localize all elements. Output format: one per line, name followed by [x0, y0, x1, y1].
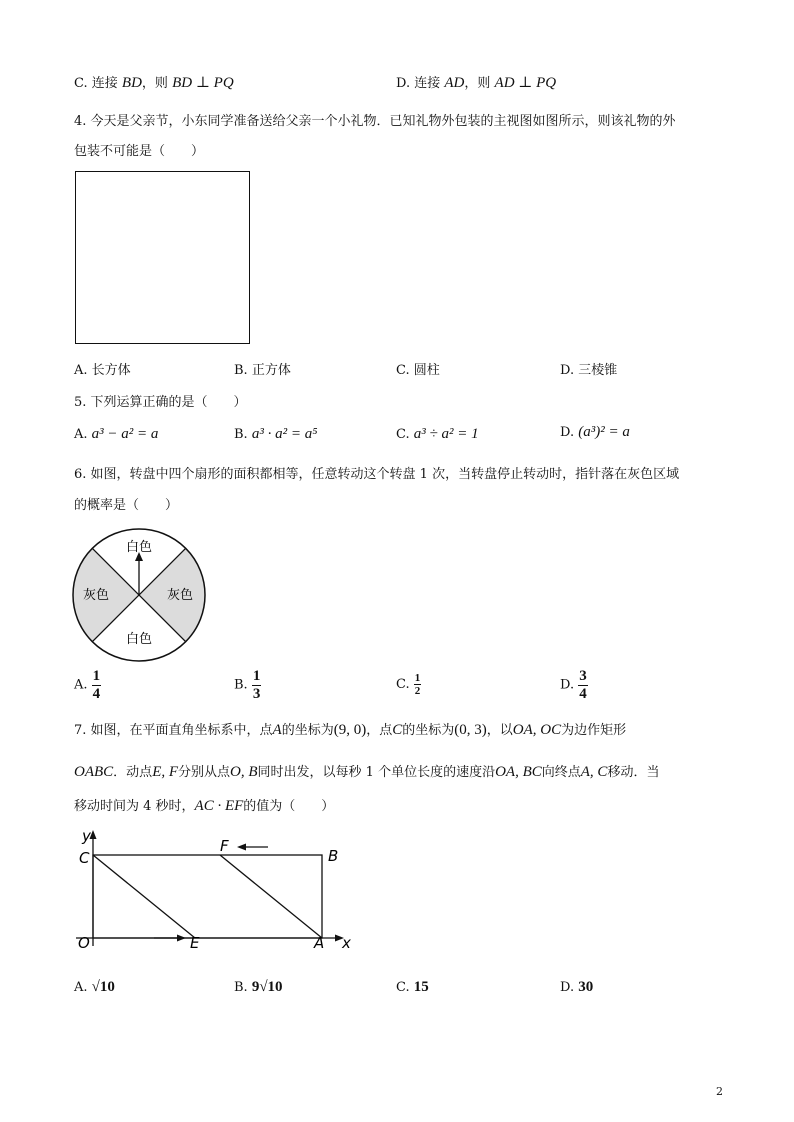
math-expression: AC · EF	[194, 798, 244, 814]
math-relation: AD ⊥ PQ	[494, 75, 557, 91]
math-segment: AD	[444, 75, 465, 91]
option-letter: B.	[234, 363, 248, 378]
option-letter: D.	[396, 76, 411, 91]
option-letter: D.	[560, 363, 575, 378]
arrow-e-head	[177, 935, 186, 942]
q7-option-d	[560, 979, 593, 996]
point-labels: O, B	[230, 764, 258, 780]
q7-option-c	[396, 979, 429, 996]
math-segments: OA, BC	[495, 764, 542, 780]
q6-stem-line1: 6. 如图，转盘中四个扇形的面积都相等，任意转动这个转盘 1 次，当转盘停止转动时，指针落在灰色区域	[74, 467, 680, 482]
q7-stem-line3	[74, 795, 334, 815]
q7-option-b	[234, 979, 283, 996]
stem-text: 的坐标为	[402, 723, 455, 738]
spinner-figure	[70, 526, 212, 666]
coordinate: (0, 3)	[454, 722, 487, 738]
numerator: 1	[414, 672, 421, 684]
label-a: A	[314, 934, 325, 952]
numerator: 1	[92, 668, 101, 684]
math-segment: BD	[121, 75, 142, 91]
numerator: 3	[579, 668, 587, 684]
stem-text: 移动时间为 4 秒时，	[74, 799, 195, 814]
q3-option-c	[74, 72, 234, 92]
q4-option-b	[234, 359, 291, 378]
stem-text: 的值为（ ）	[243, 799, 335, 814]
q5-option-b	[234, 426, 317, 443]
q5-option-d	[560, 424, 630, 441]
option-letter: C.	[396, 363, 410, 378]
option-letter: C.	[396, 980, 410, 995]
page-number: 2	[716, 1085, 723, 1098]
math-expression: a³ · a² = a⁵	[251, 426, 318, 442]
sector-label-right: 灰色	[166, 588, 194, 603]
stem-text: 分别从点	[178, 765, 231, 780]
q6-stem-line2: 的概率是（ ）	[74, 498, 179, 513]
option-letter: C.	[396, 677, 410, 693]
math-expression: (a³)² = a	[578, 424, 630, 440]
option-letter: D.	[560, 980, 575, 995]
point-label: C	[392, 722, 403, 738]
fraction	[92, 668, 102, 702]
q4-option-d	[560, 359, 617, 378]
label-y: y	[82, 828, 91, 845]
stem-text: ，以	[486, 723, 513, 738]
option-letter: A.	[74, 363, 88, 378]
coordinate-figure	[72, 828, 362, 954]
q5-option-c	[396, 426, 479, 443]
option-text: ，则	[141, 76, 168, 91]
option-letter: D.	[560, 425, 575, 440]
coordinate: (9, 0)	[333, 722, 367, 738]
fraction	[578, 668, 588, 702]
denominator: 4	[579, 685, 587, 702]
segment-fa	[220, 855, 322, 938]
segment-ce	[93, 855, 195, 938]
option-letter: B.	[234, 427, 248, 442]
rectangle-name: OABC	[74, 764, 114, 780]
option-letter: A.	[74, 980, 88, 995]
option-text: 连接	[91, 76, 118, 91]
point-labels: A, C	[580, 764, 608, 780]
option-letter: C.	[74, 76, 88, 91]
fraction	[252, 668, 262, 702]
point-labels: E, F	[152, 764, 179, 780]
q7-stem-line1	[74, 719, 626, 739]
q4-stem-line1: 4. 今天是父亲节，小东同学准备送给父亲一个小礼物．已知礼物外包装的主视图如图所示，则该礼物的外	[74, 114, 676, 129]
label-e: E	[190, 934, 200, 952]
stem-text: ．动点	[113, 765, 153, 780]
stem-text: 向终点	[541, 765, 581, 780]
option-letter: D.	[560, 677, 575, 693]
option-letter: A.	[74, 427, 88, 442]
q4-option-a	[74, 359, 131, 378]
denominator: 3	[252, 685, 261, 702]
q4-stem-line2: 包装不可能是（ ）	[74, 144, 205, 159]
option-letter: B.	[234, 980, 248, 995]
math-expression: a³ − a² = a	[91, 426, 159, 442]
option-letter: B.	[234, 677, 248, 693]
numerator: 1	[252, 668, 261, 684]
sector-label-top: 白色	[125, 540, 153, 555]
math-expression: √10	[91, 979, 115, 995]
math-segments: OA, OC	[512, 722, 562, 738]
option-letter: A.	[74, 677, 88, 693]
q3-option-d	[396, 72, 556, 92]
option-letter: C.	[396, 427, 410, 442]
point-label: A	[272, 722, 282, 738]
q6-option-c	[396, 672, 421, 697]
option-text: 连接	[414, 76, 441, 91]
stem-text: ，点	[366, 723, 393, 738]
label-b: B	[328, 847, 339, 865]
math-expression: 9√10	[251, 979, 283, 995]
denominator: 2	[414, 685, 421, 698]
rectangle-oabc	[93, 855, 322, 938]
math-expression: a³ ÷ a² = 1	[413, 426, 479, 442]
label-c: C	[79, 849, 90, 867]
q4-option-c	[396, 359, 440, 378]
denominator: 4	[92, 685, 101, 702]
q5-option-a	[74, 426, 158, 443]
math-expression: 30	[578, 979, 594, 995]
option-text: 长方体	[91, 363, 131, 378]
q6-option-b	[234, 668, 261, 702]
q6-option-a	[74, 668, 101, 702]
option-text: 圆柱	[413, 363, 440, 378]
q7-stem-line2	[74, 761, 659, 781]
fraction	[414, 672, 422, 697]
arrow-f-head	[237, 844, 246, 851]
stem-text: 移动．当	[607, 765, 660, 780]
stem-text: 同时出发，以每秒 1 个单位长度的速度沿	[257, 765, 496, 780]
math-relation: BD ⊥ PQ	[172, 75, 234, 91]
q7-option-a	[74, 979, 115, 996]
option-text: ，则	[464, 76, 491, 91]
option-text: 正方体	[251, 363, 291, 378]
stem-text: 7. 如图，在平面直角坐标系中，点	[74, 723, 273, 738]
q5-stem: 5. 下列运算正确的是（ ）	[74, 395, 247, 410]
stem-text: 为边作矩形	[561, 723, 627, 738]
label-f: F	[220, 837, 229, 855]
stem-text: 的坐标为	[281, 723, 334, 738]
sector-label-left: 灰色	[82, 588, 110, 603]
q6-option-d	[560, 668, 588, 702]
math-expression: 15	[413, 979, 429, 995]
label-o: O	[78, 934, 90, 952]
sector-label-bottom: 白色	[125, 632, 153, 647]
option-text: 三棱锥	[578, 363, 618, 378]
front-view-square	[75, 171, 250, 344]
label-x: x	[342, 934, 351, 952]
